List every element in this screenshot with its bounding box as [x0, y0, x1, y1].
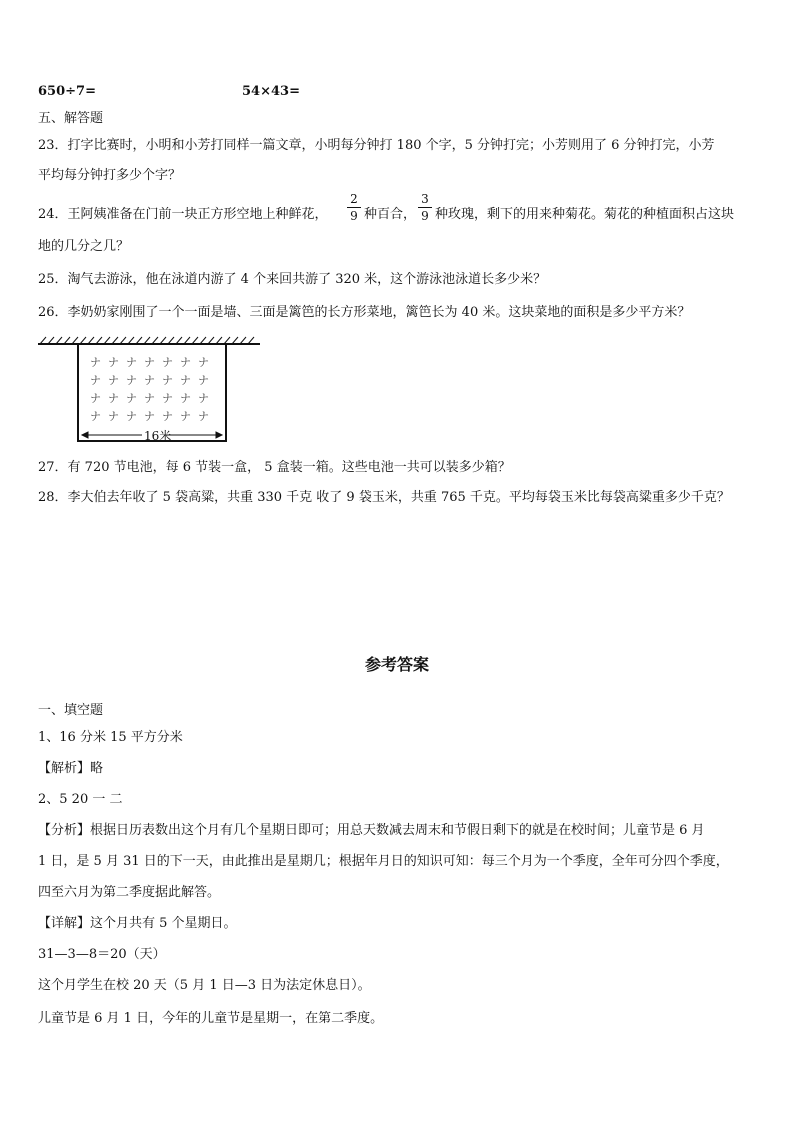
svg-text:ナ: ナ	[180, 374, 191, 387]
svg-text:ナ: ナ	[126, 410, 137, 423]
answer-1-note: 【解析】略	[38, 761, 104, 776]
q24-fraction-2-numerator: 3	[421, 192, 429, 206]
answer-2-analysis-1: 【分析】根据日历表数出这个月有几个星期日即可；用总天数减去周末和节假日剩下的就是在校时间；儿童节是 6 月	[38, 823, 705, 838]
svg-text:ナ: ナ	[162, 392, 173, 405]
svg-text:ナ: ナ	[198, 392, 209, 405]
fraction-bar	[418, 207, 432, 208]
answer-2: 2、5 20 一 二	[38, 792, 123, 807]
answer-2-line-1: 这个月学生在校 20 天（5 月 1 日—3 日为法定休息日）。	[38, 978, 371, 993]
svg-text:ナ: ナ	[162, 374, 173, 387]
answer-1: 1、16 分米 15 平方分米	[38, 730, 183, 745]
answer-2-analysis-2: 1 日，是 5 月 31 日的下一天，由此推出是星期几；根据年月日的知识可知：每三个月为一个季度，全年可分四个季度，	[38, 854, 729, 869]
svg-text:ナ: ナ	[198, 356, 209, 369]
svg-text:ナ: ナ	[90, 410, 101, 423]
q24-fraction-2-denominator: 9	[421, 209, 429, 223]
svg-text:ナ: ナ	[90, 374, 101, 387]
answer-2-calc: 31—3—8＝20（天）	[38, 947, 166, 962]
svg-text:ナ: ナ	[126, 374, 137, 387]
q23-line1: 23．打字比赛时，小明和小芳打同样一篇文章，小明每分钟打 180 个字，5 分钟打完；小芳则用了 6 分钟打完，小芳	[38, 138, 715, 153]
fraction-bar	[347, 207, 361, 208]
svg-text:ナ: ナ	[162, 356, 173, 369]
svg-text:ナ: ナ	[144, 374, 155, 387]
svg-text:ナ: ナ	[126, 392, 137, 405]
svg-text:ナ: ナ	[162, 410, 173, 423]
q24-part1: 24．王阿姨准备在门前一块正方形空地上种鲜花，	[38, 207, 328, 222]
q24-fraction-1	[347, 192, 361, 223]
q28-text: 28．李大伯去年收了 5 袋高粱，共重 330 千克 收了 9 袋玉米，共重 765 千克。平均每袋玉米比每袋高粱重多少千克？	[38, 490, 730, 505]
q24-part2: 种百合，	[364, 207, 417, 222]
answers-title: 参考答案	[364, 655, 429, 674]
svg-text:ナ: ナ	[180, 392, 191, 405]
q25-text: 25．淘气去游泳，他在泳道内游了 4 个来回共游了 320 米，这个游泳池泳道长多少米？	[38, 272, 547, 287]
q27-text: 27．有 720 节电池，每 6 节装一盒， 5 盒装一箱。这些电池一共可以装多少箱？	[38, 460, 511, 475]
svg-text:ナ: ナ	[108, 392, 119, 405]
q24-part3: 种玫瑰，剩下的用来种菊花。菊花的种植面积占这块	[435, 207, 735, 222]
svg-text:ナ: ナ	[144, 410, 155, 423]
svg-text:ナ: ナ	[198, 410, 209, 423]
svg-text:ナ: ナ	[126, 356, 137, 369]
svg-text:ナ: ナ	[144, 356, 155, 369]
svg-text:ナ: ナ	[108, 374, 119, 387]
svg-text:ナ: ナ	[180, 410, 191, 423]
q24-fraction-1-numerator: 2	[350, 192, 358, 206]
section5-title: 五、解答题	[38, 111, 104, 126]
svg-text:ナ: ナ	[108, 356, 119, 369]
q26-text: 26．李奶奶家刚围了一个一面是墙、三面是篱笆的长方形菜地，篱笆长为 40 米。这块菜地的面积是多少平方米？	[38, 305, 691, 320]
dimension-label: 16米	[144, 429, 172, 443]
garden-figure	[38, 336, 262, 446]
svg-text:ナ: ナ	[198, 374, 209, 387]
plant-icons	[90, 356, 209, 423]
answer-2-line-2: 儿童节是 6 月 1 日，今年的儿童节是星期一，在第二季度。	[38, 1011, 384, 1026]
q24-line2: 地的几分之几？	[38, 239, 130, 254]
svg-text:ナ: ナ	[180, 356, 191, 369]
svg-text:ナ: ナ	[90, 356, 101, 369]
answer-2-detail: 【详解】这个月共有 5 个星期日。	[38, 916, 237, 931]
answer-2-analysis-3: 四至六月为第二季度据此解答。	[38, 885, 221, 900]
calc-left: 650÷7=	[38, 84, 96, 99]
svg-text:ナ: ナ	[90, 392, 101, 405]
svg-text:ナ: ナ	[144, 392, 155, 405]
q23-line2: 平均每分钟打多少个字？	[38, 168, 182, 183]
answers-section1: 一、填空题	[38, 703, 104, 718]
q24-fraction-1-denominator: 9	[350, 209, 358, 223]
calc-right: 54×43=	[242, 84, 300, 99]
wall-hatching	[40, 337, 254, 344]
svg-text:ナ: ナ	[108, 410, 119, 423]
q24-fraction-2	[418, 192, 432, 223]
